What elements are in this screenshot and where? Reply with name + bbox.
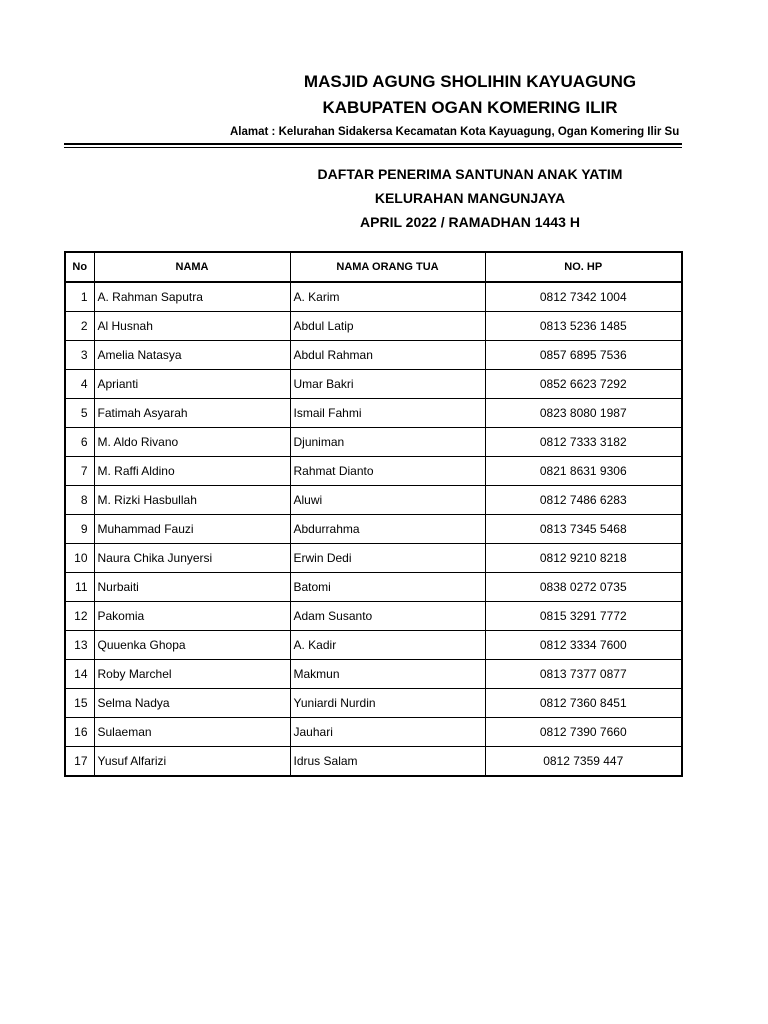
cell-no: 3 xyxy=(65,341,94,370)
org-region: KABUPATEN OGAN KOMERING ILIR xyxy=(322,98,618,117)
cell-nama: Muhammad Fauzi xyxy=(94,515,290,544)
cell-no: 15 xyxy=(65,689,94,718)
cell-nama: Naura Chika Junyersi xyxy=(94,544,290,573)
cell-no: 12 xyxy=(65,602,94,631)
cell-nama: Nurbaiti xyxy=(94,573,290,602)
cell-nama: Selma Nadya xyxy=(94,689,290,718)
column-header-nama: NAMA xyxy=(94,252,290,282)
cell-no: 11 xyxy=(65,573,94,602)
cell-nama-orang-tua: Jauhari xyxy=(290,718,485,747)
cell-no-hp: 0812 7390 7660 xyxy=(485,718,682,747)
address-line: Alamat : Kelurahan Sidakersa Kecamatan Kota Kayuagung, Ogan Komering Ilir Su xyxy=(230,126,680,138)
org-name: MASJID AGUNG SHOLIHIN KAYUAGUNG xyxy=(303,72,637,91)
cell-nama-orang-tua: Aluwi xyxy=(290,486,485,515)
table-row xyxy=(65,631,682,660)
recipients-table xyxy=(64,251,683,777)
cell-no: 4 xyxy=(65,370,94,399)
cell-nama-orang-tua: A. Kadir xyxy=(290,631,485,660)
cell-nama: Sulaeman xyxy=(94,718,290,747)
cell-no-hp: 0812 7486 6283 xyxy=(485,486,682,515)
cell-nama-orang-tua: Rahmat Dianto xyxy=(290,457,485,486)
cell-no-hp: 0815 3291 7772 xyxy=(485,602,682,631)
cell-no-hp: 0857 6895 7536 xyxy=(485,341,682,370)
cell-no-hp: 0812 7359 447 xyxy=(485,747,682,777)
cell-no: 7 xyxy=(65,457,94,486)
cell-no-hp: 0821 8631 9306 xyxy=(485,457,682,486)
cell-no: 6 xyxy=(65,428,94,457)
list-subtitle-period: APRIL 2022 / RAMADHAN 1443 H xyxy=(360,214,580,230)
cell-no-hp: 0813 5236 1485 xyxy=(485,312,682,341)
cell-nama-orang-tua: Abdul Latip xyxy=(290,312,485,341)
cell-nama-orang-tua: Djuniman xyxy=(290,428,485,457)
cell-nama: Quuenka Ghopa xyxy=(94,631,290,660)
cell-nama: Aprianti xyxy=(94,370,290,399)
cell-no-hp: 0812 9210 8218 xyxy=(485,544,682,573)
table-row xyxy=(65,689,682,718)
table-row xyxy=(65,457,682,486)
table-row xyxy=(65,573,682,602)
cell-nama-orang-tua: Erwin Dedi xyxy=(290,544,485,573)
cell-nama-orang-tua: Batomi xyxy=(290,573,485,602)
cell-no: 13 xyxy=(65,631,94,660)
cell-nama-orang-tua: Abdul Rahman xyxy=(290,341,485,370)
table-row xyxy=(65,515,682,544)
list-subtitle-kelurahan: KELURAHAN MANGUNJAYA xyxy=(374,190,566,206)
list-title: DAFTAR PENERIMA SANTUNAN ANAK YATIM xyxy=(317,166,623,182)
table-row xyxy=(65,544,682,573)
cell-no: 9 xyxy=(65,515,94,544)
cell-no-hp: 0823 8080 1987 xyxy=(485,399,682,428)
table-row xyxy=(65,747,682,777)
cell-nama-orang-tua: Idrus Salam xyxy=(290,747,485,777)
header-divider-thick xyxy=(64,143,682,145)
column-header-nama-orang-tua: NAMA ORANG TUA xyxy=(290,252,485,282)
cell-no-hp: 0812 7360 8451 xyxy=(485,689,682,718)
cell-no: 2 xyxy=(65,312,94,341)
cell-no: 1 xyxy=(65,282,94,312)
table-row xyxy=(65,282,682,312)
column-header-no-hp: NO. HP xyxy=(485,252,682,282)
cell-nama: M. Raffi Aldino xyxy=(94,457,290,486)
table-row xyxy=(65,602,682,631)
cell-no: 17 xyxy=(65,747,94,777)
cell-nama-orang-tua: Adam Susanto xyxy=(290,602,485,631)
cell-nama: Fatimah Asyarah xyxy=(94,399,290,428)
cell-nama: Pakomia xyxy=(94,602,290,631)
table-row xyxy=(65,660,682,689)
cell-nama-orang-tua: Yuniardi Nurdin xyxy=(290,689,485,718)
table-row xyxy=(65,399,682,428)
cell-nama: A. Rahman Saputra xyxy=(94,282,290,312)
cell-no-hp: 0812 7342 1004 xyxy=(485,282,682,312)
table-row xyxy=(65,312,682,341)
cell-nama-orang-tua: Ismail Fahmi xyxy=(290,399,485,428)
cell-nama: Al Husnah xyxy=(94,312,290,341)
cell-no: 8 xyxy=(65,486,94,515)
cell-nama: Amelia Natasya xyxy=(94,341,290,370)
cell-nama: Roby Marchel xyxy=(94,660,290,689)
cell-no-hp: 0838 0272 0735 xyxy=(485,573,682,602)
cell-no-hp: 0812 3334 7600 xyxy=(485,631,682,660)
cell-no: 14 xyxy=(65,660,94,689)
table-row xyxy=(65,718,682,747)
table-row xyxy=(65,370,682,399)
cell-no-hp: 0852 6623 7292 xyxy=(485,370,682,399)
cell-no-hp: 0812 7333 3182 xyxy=(485,428,682,457)
cell-no: 5 xyxy=(65,399,94,428)
cell-nama-orang-tua: A. Karim xyxy=(290,282,485,312)
cell-nama-orang-tua: Umar Bakri xyxy=(290,370,485,399)
table-row xyxy=(65,428,682,457)
cell-nama: Yusuf Alfarizi xyxy=(94,747,290,777)
table-row xyxy=(65,341,682,370)
table-row xyxy=(65,486,682,515)
table-body xyxy=(65,282,682,776)
cell-no-hp: 0813 7345 5468 xyxy=(485,515,682,544)
table-header-row xyxy=(65,252,682,282)
cell-no: 16 xyxy=(65,718,94,747)
column-header-no: No xyxy=(65,252,94,282)
cell-nama: M. Aldo Rivano xyxy=(94,428,290,457)
cell-no-hp: 0813 7377 0877 xyxy=(485,660,682,689)
cell-nama-orang-tua: Makmun xyxy=(290,660,485,689)
cell-no: 10 xyxy=(65,544,94,573)
cell-nama: M. Rizki Hasbullah xyxy=(94,486,290,515)
header-divider-thin xyxy=(64,147,682,148)
cell-nama-orang-tua: Abdurrahma xyxy=(290,515,485,544)
